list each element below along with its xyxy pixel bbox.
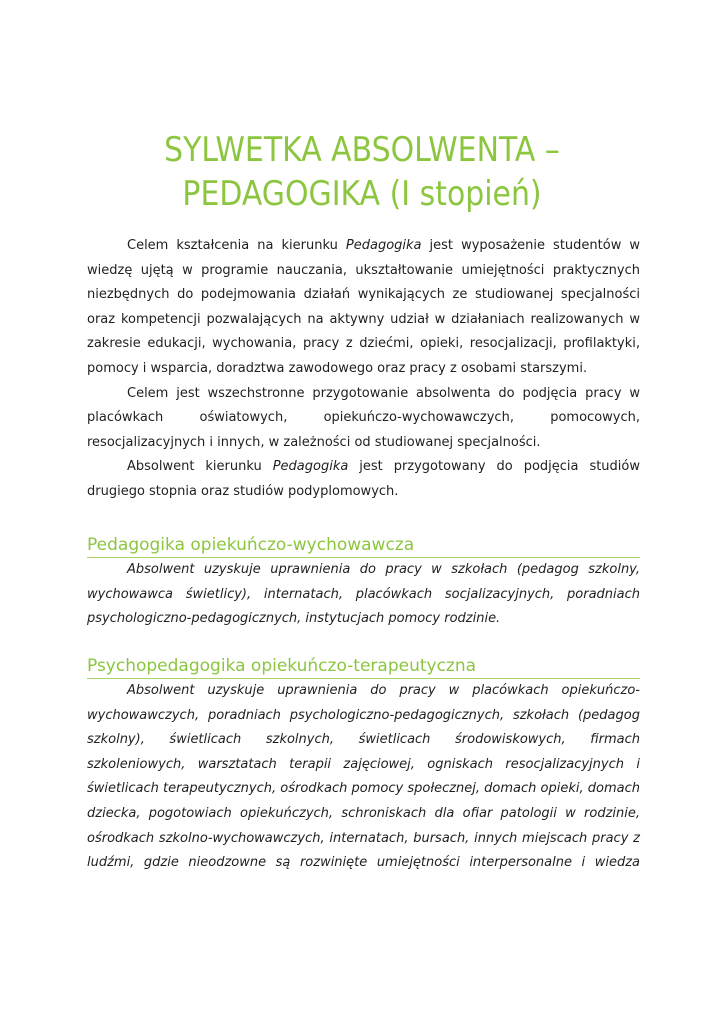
section-opiekunczo-wychowawcza: [87, 534, 640, 632]
intro-paragraph-1: [87, 234, 640, 382]
section-heading: Pedagogika opiekuńczo-wychowawcza: [87, 534, 640, 558]
section-paragraph: Absolwent uzyskuje uprawnienia do pracy w placówkach opiekuńczo-wychowawczych, poradniach psychologiczno-pedagogicznych, szkołach (pedagog szkolny), świetlicach szkolnych, świetlicach środowiskowych, firmach szkoleniowych, warsztatach terapii zajęciowej, ogniskach resocjalizacyjnych i świetlicach terapeutycznych, ośrodkach pomocy społecznej, domach opieki, domach dziecka, pogotowiach opiekuńczych, schroniskach dla ofiar patologii w rodzinie, ośrodkach szkolno-wychowawczych, internatach, bursach, innych miejscach pracy z ludźmi, gdzie nieodzowne są rozwinięte umiejętności interpersonalne i wiedza: [87, 683, 640, 871]
intro-p1-emphasis: Pedagogika: [345, 238, 422, 253]
intro-p3-emphasis: Pedagogika: [272, 459, 349, 475]
intro-paragraph-3: [87, 455, 640, 504]
page-title: [43, 128, 680, 216]
intro-paragraph-2: Celem jest wszechstronne przygotowanie absolwenta do podjęcia pracy w placówkach oświatowych, opiekuńczo-wychowawczych, pomocowych, resocjalizacyjnych i innych, w zależności od studiowanej specjalności.: [87, 385, 640, 450]
section-heading: Psychopedagogika opiekuńczo-terapeutyczna: [87, 655, 640, 679]
intro-p3-text-a: Absolwent kierunku: [127, 459, 273, 475]
intro-p1-text-a: Celem kształcenia na kierunku: [127, 238, 346, 253]
title-line-1: SYLWETKA ABSOLWENTA –: [164, 130, 560, 170]
intro-p3-text-b: jest przygotowany do podjęcia studiów drugiego stopnia oraz studiów podyplomowych.: [87, 459, 640, 499]
intro-text: [87, 234, 640, 505]
section-opiekunczo-terapeutyczna: [87, 655, 640, 876]
section-paragraph: Absolwent uzyskuje uprawnienia do pracy w szkołach (pedagog szkolny, wychowawca świetlicy), internatach, placówkach socjalizacyjnych, poradniach psychologiczno-pedagogicznych, instytucjach pomocy rodzinie.: [87, 562, 640, 627]
title-line-2: PEDAGOGIKA (I stopień): [182, 174, 542, 214]
intro-p1-text-b: jest wyposażenie studentów w wiedzę ujętą w programie nauczania, ukształtowanie umiejętności praktycznych niezbędnych do podejmowania działań wynikających ze studiowanej specjalności oraz kompetencji pozwalających na aktywny udział w działaniach realizowanych w zakresie edukacji, wychowania, pracy z dziećmi, opieki, resocjalizacji, profilaktyki, pomocy i wsparcia, doradztwa zawodowego oraz pracy z osobami starszymi.: [87, 238, 640, 376]
